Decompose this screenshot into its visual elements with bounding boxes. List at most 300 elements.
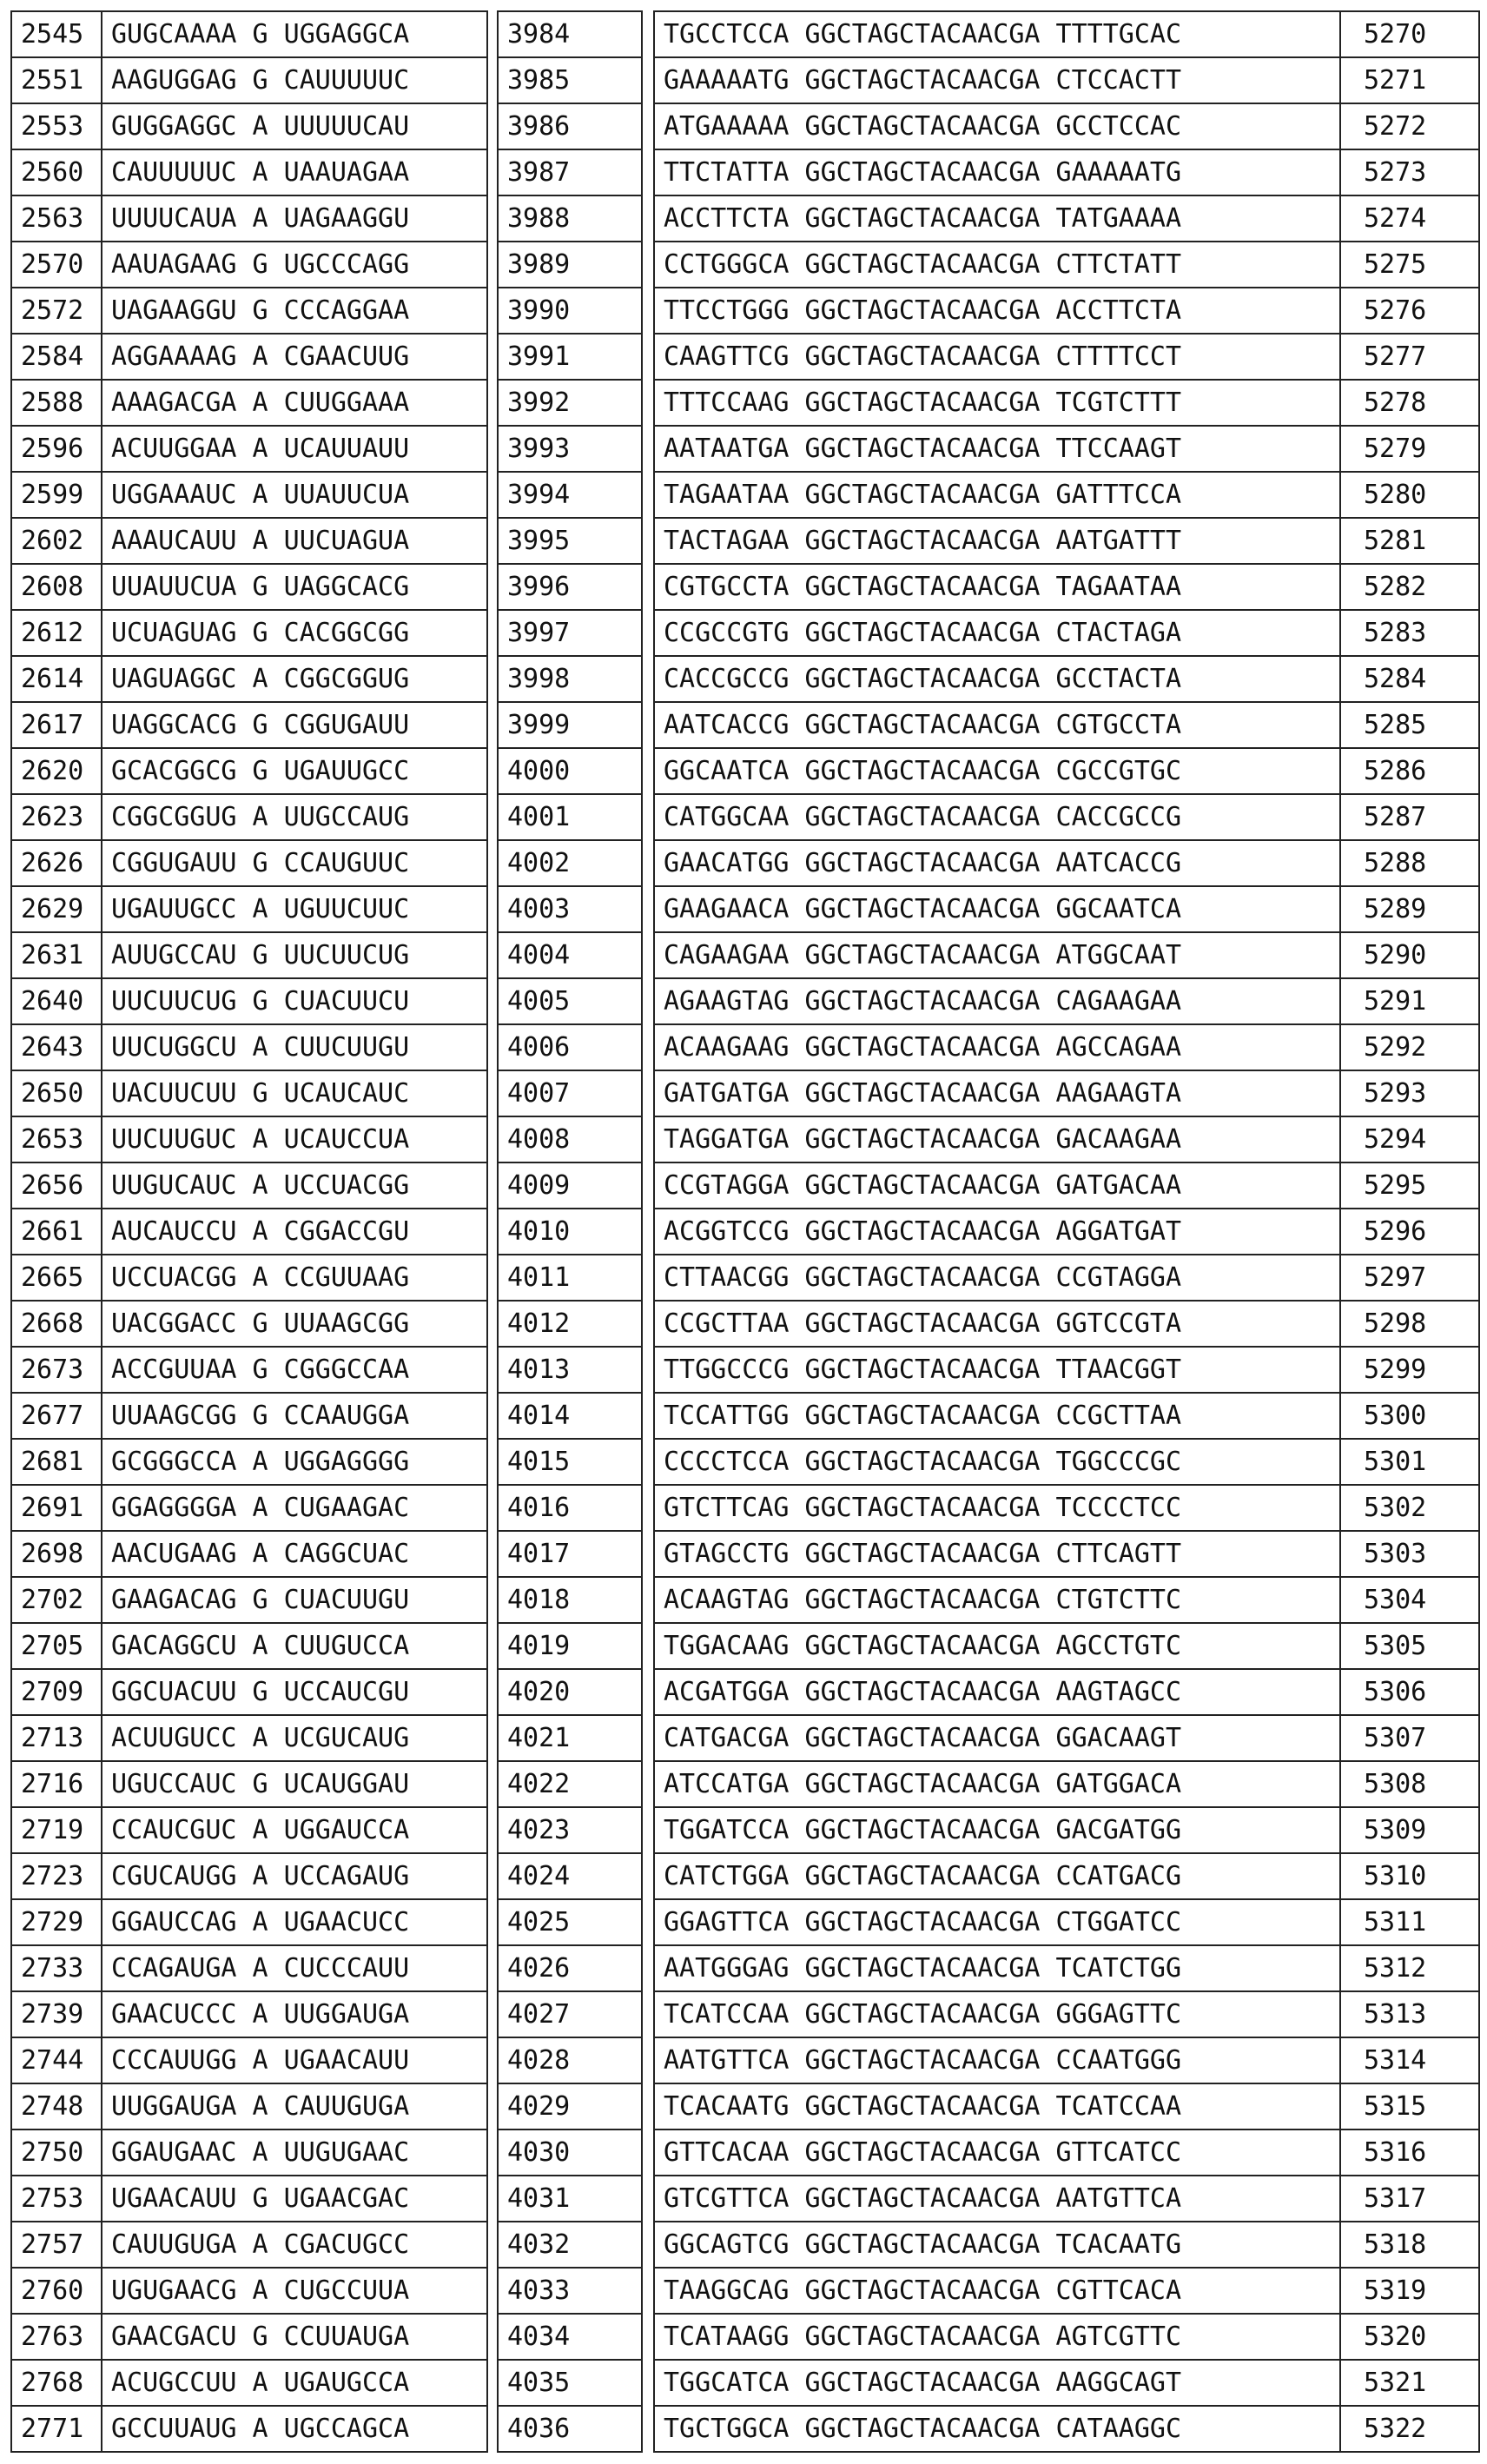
substrate-seq-id-cell: 4017 [498, 1531, 642, 1577]
enzyme-sequence-cell: ACAAGTAG GGCTAGCTACAACGA CTGTCTTC [654, 1577, 1340, 1623]
column-gap [487, 518, 498, 564]
enzyme-seq-id-cell: 5298 [1340, 1301, 1479, 1347]
enzyme-seq-id-cell: 5290 [1340, 932, 1479, 978]
column-gap [487, 11, 498, 57]
enzyme-sequence-cell: ATCCATGA GGCTAGCTACAACGA GATGGACA [654, 1761, 1340, 1807]
column-gap [487, 1347, 498, 1393]
substrate-seq-id-cell: 4001 [498, 794, 642, 840]
column-gap [642, 1209, 654, 1255]
enzyme-sequence-cell: CCGCCGTG GGCTAGCTACAACGA CTACTAGA [654, 610, 1340, 656]
column-gap [642, 103, 654, 149]
column-gap [487, 1807, 498, 1853]
column-gap [642, 1577, 654, 1623]
substrate-seq-id-cell: 4009 [498, 1162, 642, 1209]
enzyme-seq-id-cell: 5274 [1340, 195, 1479, 242]
position-cell: 2744 [11, 2037, 102, 2083]
substrate-seq-id-cell: 4012 [498, 1301, 642, 1347]
enzyme-sequence-cell: TGGACAAG GGCTAGCTACAACGA AGCCTGTC [654, 1623, 1340, 1669]
column-gap [642, 1761, 654, 1807]
table-row [11, 1393, 1479, 1439]
substrate-seq-id-cell: 4008 [498, 1116, 642, 1162]
enzyme-seq-id-cell: 5304 [1340, 1577, 1479, 1623]
enzyme-sequence-cell: GTCTTCAG GGCTAGCTACAACGA TCCCCTCC [654, 1485, 1340, 1531]
column-gap [487, 57, 498, 103]
substrate-sequence-cell: UACGGACC G UUAAGCGG [102, 1301, 487, 1347]
position-cell: 2753 [11, 2176, 102, 2222]
substrate-sequence-cell: CCAGAUGA A CUCCCAUU [102, 1945, 487, 1991]
position-cell: 2653 [11, 1116, 102, 1162]
substrate-seq-id-cell: 4002 [498, 840, 642, 886]
enzyme-seq-id-cell: 5305 [1340, 1623, 1479, 1669]
position-cell: 2661 [11, 1209, 102, 1255]
substrate-seq-id-cell: 4032 [498, 2222, 642, 2268]
table-row [11, 1945, 1479, 1991]
column-gap [487, 2314, 498, 2360]
substrate-sequence-cell: UUGUCAUC A UCCUACGG [102, 1162, 487, 1209]
substrate-sequence-cell: UUAAGCGG G CCAAUGGA [102, 1393, 487, 1439]
column-gap [642, 472, 654, 518]
table-row [11, 1301, 1479, 1347]
substrate-sequence-cell: UUAUUCUA G UAGGCACG [102, 564, 487, 610]
enzyme-sequence-cell: ACCTTCTA GGCTAGCTACAACGA TATGAAAA [654, 195, 1340, 242]
substrate-sequence-cell: AAAUCAUU A UUCUAGUA [102, 518, 487, 564]
column-gap [487, 2083, 498, 2130]
column-gap [642, 57, 654, 103]
position-cell: 2588 [11, 380, 102, 426]
table-row [11, 1577, 1479, 1623]
substrate-sequence-cell: GUGCAAAA G UGGAGGCA [102, 11, 487, 57]
table-row [11, 1485, 1479, 1531]
table-row [11, 103, 1479, 149]
column-gap [642, 1347, 654, 1393]
column-gap [642, 1807, 654, 1853]
enzyme-seq-id-cell: 5308 [1340, 1761, 1479, 1807]
table-row [11, 334, 1479, 380]
column-gap [642, 242, 654, 288]
enzyme-sequence-cell: ACGGTCCG GGCTAGCTACAACGA AGGATGAT [654, 1209, 1340, 1255]
substrate-sequence-cell: GCCUUAUG A UGCCAGCA [102, 2406, 487, 2452]
table-row [11, 1853, 1479, 1899]
position-cell: 2551 [11, 57, 102, 103]
column-gap [487, 978, 498, 1024]
column-gap [642, 334, 654, 380]
substrate-seq-id-cell: 3988 [498, 195, 642, 242]
column-gap [642, 2360, 654, 2406]
substrate-sequence-cell: UACUUCUU G UCAUCAUC [102, 1070, 487, 1116]
enzyme-sequence-cell: GGAGTTCA GGCTAGCTACAACGA CTGGATCC [654, 1899, 1340, 1945]
substrate-sequence-cell: CAUUUUUC A UAAUAGAA [102, 149, 487, 195]
column-gap [487, 1393, 498, 1439]
enzyme-sequence-cell: TCACAATG GGCTAGCTACAACGA TCATCCAA [654, 2083, 1340, 2130]
table-row [11, 2360, 1479, 2406]
substrate-sequence-cell: UUCUUCUG G CUACUUCU [102, 978, 487, 1024]
enzyme-seq-id-cell: 5320 [1340, 2314, 1479, 2360]
sequence-table-body [11, 11, 1479, 2452]
substrate-seq-id-cell: 4018 [498, 1577, 642, 1623]
table-row [11, 1347, 1479, 1393]
column-gap [642, 932, 654, 978]
enzyme-seq-id-cell: 5283 [1340, 610, 1479, 656]
table-row [11, 195, 1479, 242]
position-cell: 2702 [11, 1577, 102, 1623]
enzyme-sequence-cell: TGCTGGCA GGCTAGCTACAACGA CATAAGGC [654, 2406, 1340, 2452]
enzyme-seq-id-cell: 5287 [1340, 794, 1479, 840]
enzyme-sequence-cell: ACAAGAAG GGCTAGCTACAACGA AGCCAGAA [654, 1024, 1340, 1070]
table-row [11, 564, 1479, 610]
table-row [11, 840, 1479, 886]
enzyme-seq-id-cell: 5322 [1340, 2406, 1479, 2452]
substrate-sequence-cell: ACUUGGAA A UCAUUAUU [102, 426, 487, 472]
substrate-sequence-cell: UGAACAUU G UGAACGAC [102, 2176, 487, 2222]
table-row [11, 702, 1479, 748]
position-cell: 2665 [11, 1255, 102, 1301]
column-gap [487, 564, 498, 610]
enzyme-sequence-cell: CCTGGGCA GGCTAGCTACAACGA CTTCTATT [654, 242, 1340, 288]
substrate-sequence-cell: GGAUCCAG A UGAACUCC [102, 1899, 487, 1945]
enzyme-sequence-cell: TAGAATAA GGCTAGCTACAACGA GATTTCCA [654, 472, 1340, 518]
column-gap [487, 2406, 498, 2452]
substrate-seq-id-cell: 3991 [498, 334, 642, 380]
position-cell: 2673 [11, 1347, 102, 1393]
column-gap [642, 1393, 654, 1439]
table-row [11, 2083, 1479, 2130]
column-gap [642, 1669, 654, 1715]
position-cell: 2709 [11, 1669, 102, 1715]
enzyme-sequence-cell: GAAGAACA GGCTAGCTACAACGA GGCAATCA [654, 886, 1340, 932]
substrate-seq-id-cell: 3997 [498, 610, 642, 656]
column-gap [642, 1485, 654, 1531]
table-row [11, 794, 1479, 840]
substrate-seq-id-cell: 4014 [498, 1393, 642, 1439]
enzyme-seq-id-cell: 5280 [1340, 472, 1479, 518]
position-cell: 2563 [11, 195, 102, 242]
position-cell: 2599 [11, 472, 102, 518]
column-gap [642, 2130, 654, 2176]
column-gap [642, 288, 654, 334]
column-gap [487, 1116, 498, 1162]
position-cell: 2729 [11, 1899, 102, 1945]
enzyme-sequence-cell: GTTCACAA GGCTAGCTACAACGA GTTCATCC [654, 2130, 1340, 2176]
table-row [11, 1531, 1479, 1577]
column-gap [642, 1853, 654, 1899]
column-gap [487, 242, 498, 288]
column-gap [487, 380, 498, 426]
substrate-sequence-cell: GUGGAGGC A UUUUUCAU [102, 103, 487, 149]
substrate-sequence-cell: AUUGCCAU G UUCUUCUG [102, 932, 487, 978]
enzyme-seq-id-cell: 5272 [1340, 103, 1479, 149]
enzyme-seq-id-cell: 5284 [1340, 656, 1479, 702]
substrate-seq-id-cell: 3986 [498, 103, 642, 149]
enzyme-sequence-cell: AATCACCG GGCTAGCTACAACGA CGTGCCTA [654, 702, 1340, 748]
enzyme-seq-id-cell: 5291 [1340, 978, 1479, 1024]
table-row [11, 1991, 1479, 2037]
substrate-seq-id-cell: 3987 [498, 149, 642, 195]
enzyme-seq-id-cell: 5292 [1340, 1024, 1479, 1070]
column-gap [642, 2406, 654, 2452]
substrate-seq-id-cell: 4022 [498, 1761, 642, 1807]
column-gap [487, 2268, 498, 2314]
column-gap [487, 886, 498, 932]
column-gap [487, 426, 498, 472]
table-row [11, 1715, 1479, 1761]
substrate-seq-id-cell: 4020 [498, 1669, 642, 1715]
substrate-seq-id-cell: 4025 [498, 1899, 642, 1945]
substrate-sequence-cell: UUCUGGCU A CUUCUUGU [102, 1024, 487, 1070]
column-gap [642, 2037, 654, 2083]
enzyme-seq-id-cell: 5302 [1340, 1485, 1479, 1531]
position-cell: 2698 [11, 1531, 102, 1577]
enzyme-sequence-cell: AGAAGTAG GGCTAGCTACAACGA CAGAAGAA [654, 978, 1340, 1024]
position-cell: 2723 [11, 1853, 102, 1899]
column-gap [487, 1899, 498, 1945]
table-row [11, 748, 1479, 794]
column-gap [642, 518, 654, 564]
substrate-seq-id-cell: 4030 [498, 2130, 642, 2176]
position-cell: 2713 [11, 1715, 102, 1761]
position-cell: 2570 [11, 242, 102, 288]
substrate-seq-id-cell: 4036 [498, 2406, 642, 2452]
substrate-seq-id-cell: 3984 [498, 11, 642, 57]
column-gap [642, 1531, 654, 1577]
enzyme-sequence-cell: CACCGCCG GGCTAGCTACAACGA GCCTACTA [654, 656, 1340, 702]
substrate-seq-id-cell: 4006 [498, 1024, 642, 1070]
enzyme-sequence-cell: ACGATGGA GGCTAGCTACAACGA AAGTAGCC [654, 1669, 1340, 1715]
enzyme-seq-id-cell: 5299 [1340, 1347, 1479, 1393]
position-cell: 2629 [11, 886, 102, 932]
position-cell: 2623 [11, 794, 102, 840]
substrate-sequence-cell: UGUGAACG A CUGCCUUA [102, 2268, 487, 2314]
column-gap [642, 2176, 654, 2222]
column-gap [642, 886, 654, 932]
table-row [11, 2314, 1479, 2360]
enzyme-seq-id-cell: 5306 [1340, 1669, 1479, 1715]
column-gap [642, 794, 654, 840]
substrate-sequence-cell: UGUCCAUC G UCAUGGAU [102, 1761, 487, 1807]
substrate-seq-id-cell: 3989 [498, 242, 642, 288]
substrate-seq-id-cell: 4023 [498, 1807, 642, 1853]
position-cell: 2602 [11, 518, 102, 564]
position-cell: 2691 [11, 1485, 102, 1531]
enzyme-sequence-cell: CAAGTTCG GGCTAGCTACAACGA CTTTTCCT [654, 334, 1340, 380]
enzyme-sequence-cell: TCCATTGG GGCTAGCTACAACGA CCGCTTAA [654, 1393, 1340, 1439]
substrate-seq-id-cell: 4003 [498, 886, 642, 932]
substrate-sequence-cell: UGAUUGCC A UGUUCUUC [102, 886, 487, 932]
column-gap [487, 1669, 498, 1715]
enzyme-seq-id-cell: 5309 [1340, 1807, 1479, 1853]
enzyme-sequence-cell: GATGATGA GGCTAGCTACAACGA AAGAAGTA [654, 1070, 1340, 1116]
enzyme-seq-id-cell: 5273 [1340, 149, 1479, 195]
enzyme-sequence-cell: GGCAGTCG GGCTAGCTACAACGA TCACAATG [654, 2222, 1340, 2268]
column-gap [642, 656, 654, 702]
substrate-sequence-cell: UUUUCAUA A UAGAAGGU [102, 195, 487, 242]
position-cell: 2650 [11, 1070, 102, 1116]
column-gap [642, 2222, 654, 2268]
column-gap [642, 426, 654, 472]
column-gap [642, 1991, 654, 2037]
substrate-sequence-cell: UAGAAGGU G CCCAGGAA [102, 288, 487, 334]
table-row [11, 426, 1479, 472]
column-gap [642, 1162, 654, 1209]
enzyme-sequence-cell: CCGCTTAA GGCTAGCTACAACGA GGTCCGTA [654, 1301, 1340, 1347]
substrate-seq-id-cell: 3992 [498, 380, 642, 426]
substrate-sequence-cell: CAUUGUGA A CGACUGCC [102, 2222, 487, 2268]
enzyme-seq-id-cell: 5300 [1340, 1393, 1479, 1439]
enzyme-sequence-cell: CATGACGA GGCTAGCTACAACGA GGACAAGT [654, 1715, 1340, 1761]
table-row [11, 2037, 1479, 2083]
substrate-sequence-cell: AACUGAAG A CAGGCUAC [102, 1531, 487, 1577]
column-gap [642, 149, 654, 195]
enzyme-seq-id-cell: 5315 [1340, 2083, 1479, 2130]
enzyme-seq-id-cell: 5285 [1340, 702, 1479, 748]
column-gap [642, 195, 654, 242]
column-gap [487, 2176, 498, 2222]
substrate-sequence-cell: ACUGCCUU A UGAUGCCA [102, 2360, 487, 2406]
substrate-sequence-cell: ACCGUUAA G CGGGCCAA [102, 1347, 487, 1393]
substrate-seq-id-cell: 3990 [498, 288, 642, 334]
column-gap [642, 2268, 654, 2314]
table-row [11, 1070, 1479, 1116]
position-cell: 2739 [11, 1991, 102, 2037]
substrate-seq-id-cell: 4016 [498, 1485, 642, 1531]
substrate-sequence-cell: GGAUGAAC A UUGUGAAC [102, 2130, 487, 2176]
column-gap [487, 748, 498, 794]
table-row [11, 2222, 1479, 2268]
substrate-seq-id-cell: 3998 [498, 656, 642, 702]
enzyme-seq-id-cell: 5313 [1340, 1991, 1479, 2037]
column-gap [487, 1070, 498, 1116]
table-row [11, 57, 1479, 103]
substrate-sequence-cell: GACAGGCU A CUUGUCCA [102, 1623, 487, 1669]
column-gap [487, 334, 498, 380]
column-gap [487, 1531, 498, 1577]
enzyme-seq-id-cell: 5293 [1340, 1070, 1479, 1116]
enzyme-seq-id-cell: 5286 [1340, 748, 1479, 794]
table-row [11, 288, 1479, 334]
table-row [11, 1024, 1479, 1070]
enzyme-sequence-cell: TCATCCAA GGCTAGCTACAACGA GGGAGTTC [654, 1991, 1340, 2037]
column-gap [642, 1070, 654, 1116]
column-gap [487, 149, 498, 195]
column-gap [642, 748, 654, 794]
enzyme-seq-id-cell: 5311 [1340, 1899, 1479, 1945]
column-gap [642, 1301, 654, 1347]
enzyme-sequence-cell: CTTAACGG GGCTAGCTACAACGA CCGTAGGA [654, 1255, 1340, 1301]
enzyme-sequence-cell: TGCCTCCA GGCTAGCTACAACGA TTTTGCAC [654, 11, 1340, 57]
substrate-seq-id-cell: 3999 [498, 702, 642, 748]
enzyme-seq-id-cell: 5271 [1340, 57, 1479, 103]
enzyme-seq-id-cell: 5321 [1340, 2360, 1479, 2406]
enzyme-seq-id-cell: 5307 [1340, 1715, 1479, 1761]
table-row [11, 1439, 1479, 1485]
enzyme-seq-id-cell: 5278 [1340, 380, 1479, 426]
table-row [11, 1209, 1479, 1255]
substrate-sequence-cell: UUCUUGUC A UCAUCCUA [102, 1116, 487, 1162]
column-gap [487, 1439, 498, 1485]
table-row [11, 149, 1479, 195]
substrate-sequence-cell: AUCAUCCU A CGGACCGU [102, 1209, 487, 1255]
column-gap [642, 1715, 654, 1761]
table-row [11, 656, 1479, 702]
column-gap [487, 840, 498, 886]
column-gap [642, 1899, 654, 1945]
position-cell: 2631 [11, 932, 102, 978]
substrate-sequence-cell: CGGCGGUG A UUGCCAUG [102, 794, 487, 840]
substrate-seq-id-cell: 4027 [498, 1991, 642, 2037]
column-gap [487, 103, 498, 149]
column-gap [642, 564, 654, 610]
enzyme-sequence-cell: AATAATGA GGCTAGCTACAACGA TTCCAAGT [654, 426, 1340, 472]
column-gap [487, 1853, 498, 1899]
substrate-seq-id-cell: 4033 [498, 2268, 642, 2314]
enzyme-seq-id-cell: 5297 [1340, 1255, 1479, 1301]
enzyme-seq-id-cell: 5310 [1340, 1853, 1479, 1899]
column-gap [487, 1301, 498, 1347]
substrate-sequence-cell: ACUUGUCC A UCGUCAUG [102, 1715, 487, 1761]
substrate-sequence-cell: AAGUGGAG G CAUUUUUC [102, 57, 487, 103]
enzyme-sequence-cell: GAACATGG GGCTAGCTACAACGA AATCACCG [654, 840, 1340, 886]
column-gap [487, 2360, 498, 2406]
enzyme-seq-id-cell: 5319 [1340, 2268, 1479, 2314]
substrate-seq-id-cell: 4004 [498, 932, 642, 978]
table-row [11, 1116, 1479, 1162]
column-gap [642, 702, 654, 748]
substrate-seq-id-cell: 4011 [498, 1255, 642, 1301]
enzyme-sequence-cell: TTCCTGGG GGCTAGCTACAACGA ACCTTCTA [654, 288, 1340, 334]
enzyme-seq-id-cell: 5318 [1340, 2222, 1479, 2268]
position-cell: 2608 [11, 564, 102, 610]
column-gap [642, 840, 654, 886]
column-gap [487, 2037, 498, 2083]
column-gap [487, 1761, 498, 1807]
enzyme-seq-id-cell: 5289 [1340, 886, 1479, 932]
table-row [11, 2268, 1479, 2314]
enzyme-seq-id-cell: 5303 [1340, 1531, 1479, 1577]
enzyme-seq-id-cell: 5276 [1340, 288, 1479, 334]
substrate-sequence-cell: UAGGCACG G CGGUGAUU [102, 702, 487, 748]
column-gap [642, 380, 654, 426]
column-gap [487, 702, 498, 748]
substrate-sequence-cell: CGUCAUGG A UCCAGAUG [102, 1853, 487, 1899]
position-cell: 2596 [11, 426, 102, 472]
position-cell: 2643 [11, 1024, 102, 1070]
enzyme-sequence-cell: CCGTAGGA GGCTAGCTACAACGA GATGACAA [654, 1162, 1340, 1209]
enzyme-seq-id-cell: 5288 [1340, 840, 1479, 886]
position-cell: 2668 [11, 1301, 102, 1347]
position-cell: 2716 [11, 1761, 102, 1807]
substrate-sequence-cell: UGGAAAUC A UUAUUCUA [102, 472, 487, 518]
substrate-seq-id-cell: 4000 [498, 748, 642, 794]
column-gap [487, 1991, 498, 2037]
position-cell: 2677 [11, 1393, 102, 1439]
enzyme-sequence-cell: AATGGGAG GGCTAGCTACAACGA TCATCTGG [654, 1945, 1340, 1991]
enzyme-sequence-cell: CATCTGGA GGCTAGCTACAACGA CCATGACG [654, 1853, 1340, 1899]
substrate-sequence-cell: AAUAGAAG G UGCCCAGG [102, 242, 487, 288]
enzyme-seq-id-cell: 5317 [1340, 2176, 1479, 2222]
position-cell: 2612 [11, 610, 102, 656]
table-row [11, 11, 1479, 57]
table-row [11, 932, 1479, 978]
column-gap [642, 2083, 654, 2130]
position-cell: 2620 [11, 748, 102, 794]
enzyme-seq-id-cell: 5277 [1340, 334, 1479, 380]
position-cell: 2748 [11, 2083, 102, 2130]
enzyme-sequence-cell: CGTGCCTA GGCTAGCTACAACGA TAGAATAA [654, 564, 1340, 610]
table-row [11, 1899, 1479, 1945]
substrate-seq-id-cell: 4010 [498, 1209, 642, 1255]
substrate-sequence-cell: GGCUACUU G UCCAUCGU [102, 1669, 487, 1715]
substrate-sequence-cell: UCCUACGG A CCGUUAAG [102, 1255, 487, 1301]
enzyme-sequence-cell: ATGAAAAA GGCTAGCTACAACGA GCCTCCAC [654, 103, 1340, 149]
